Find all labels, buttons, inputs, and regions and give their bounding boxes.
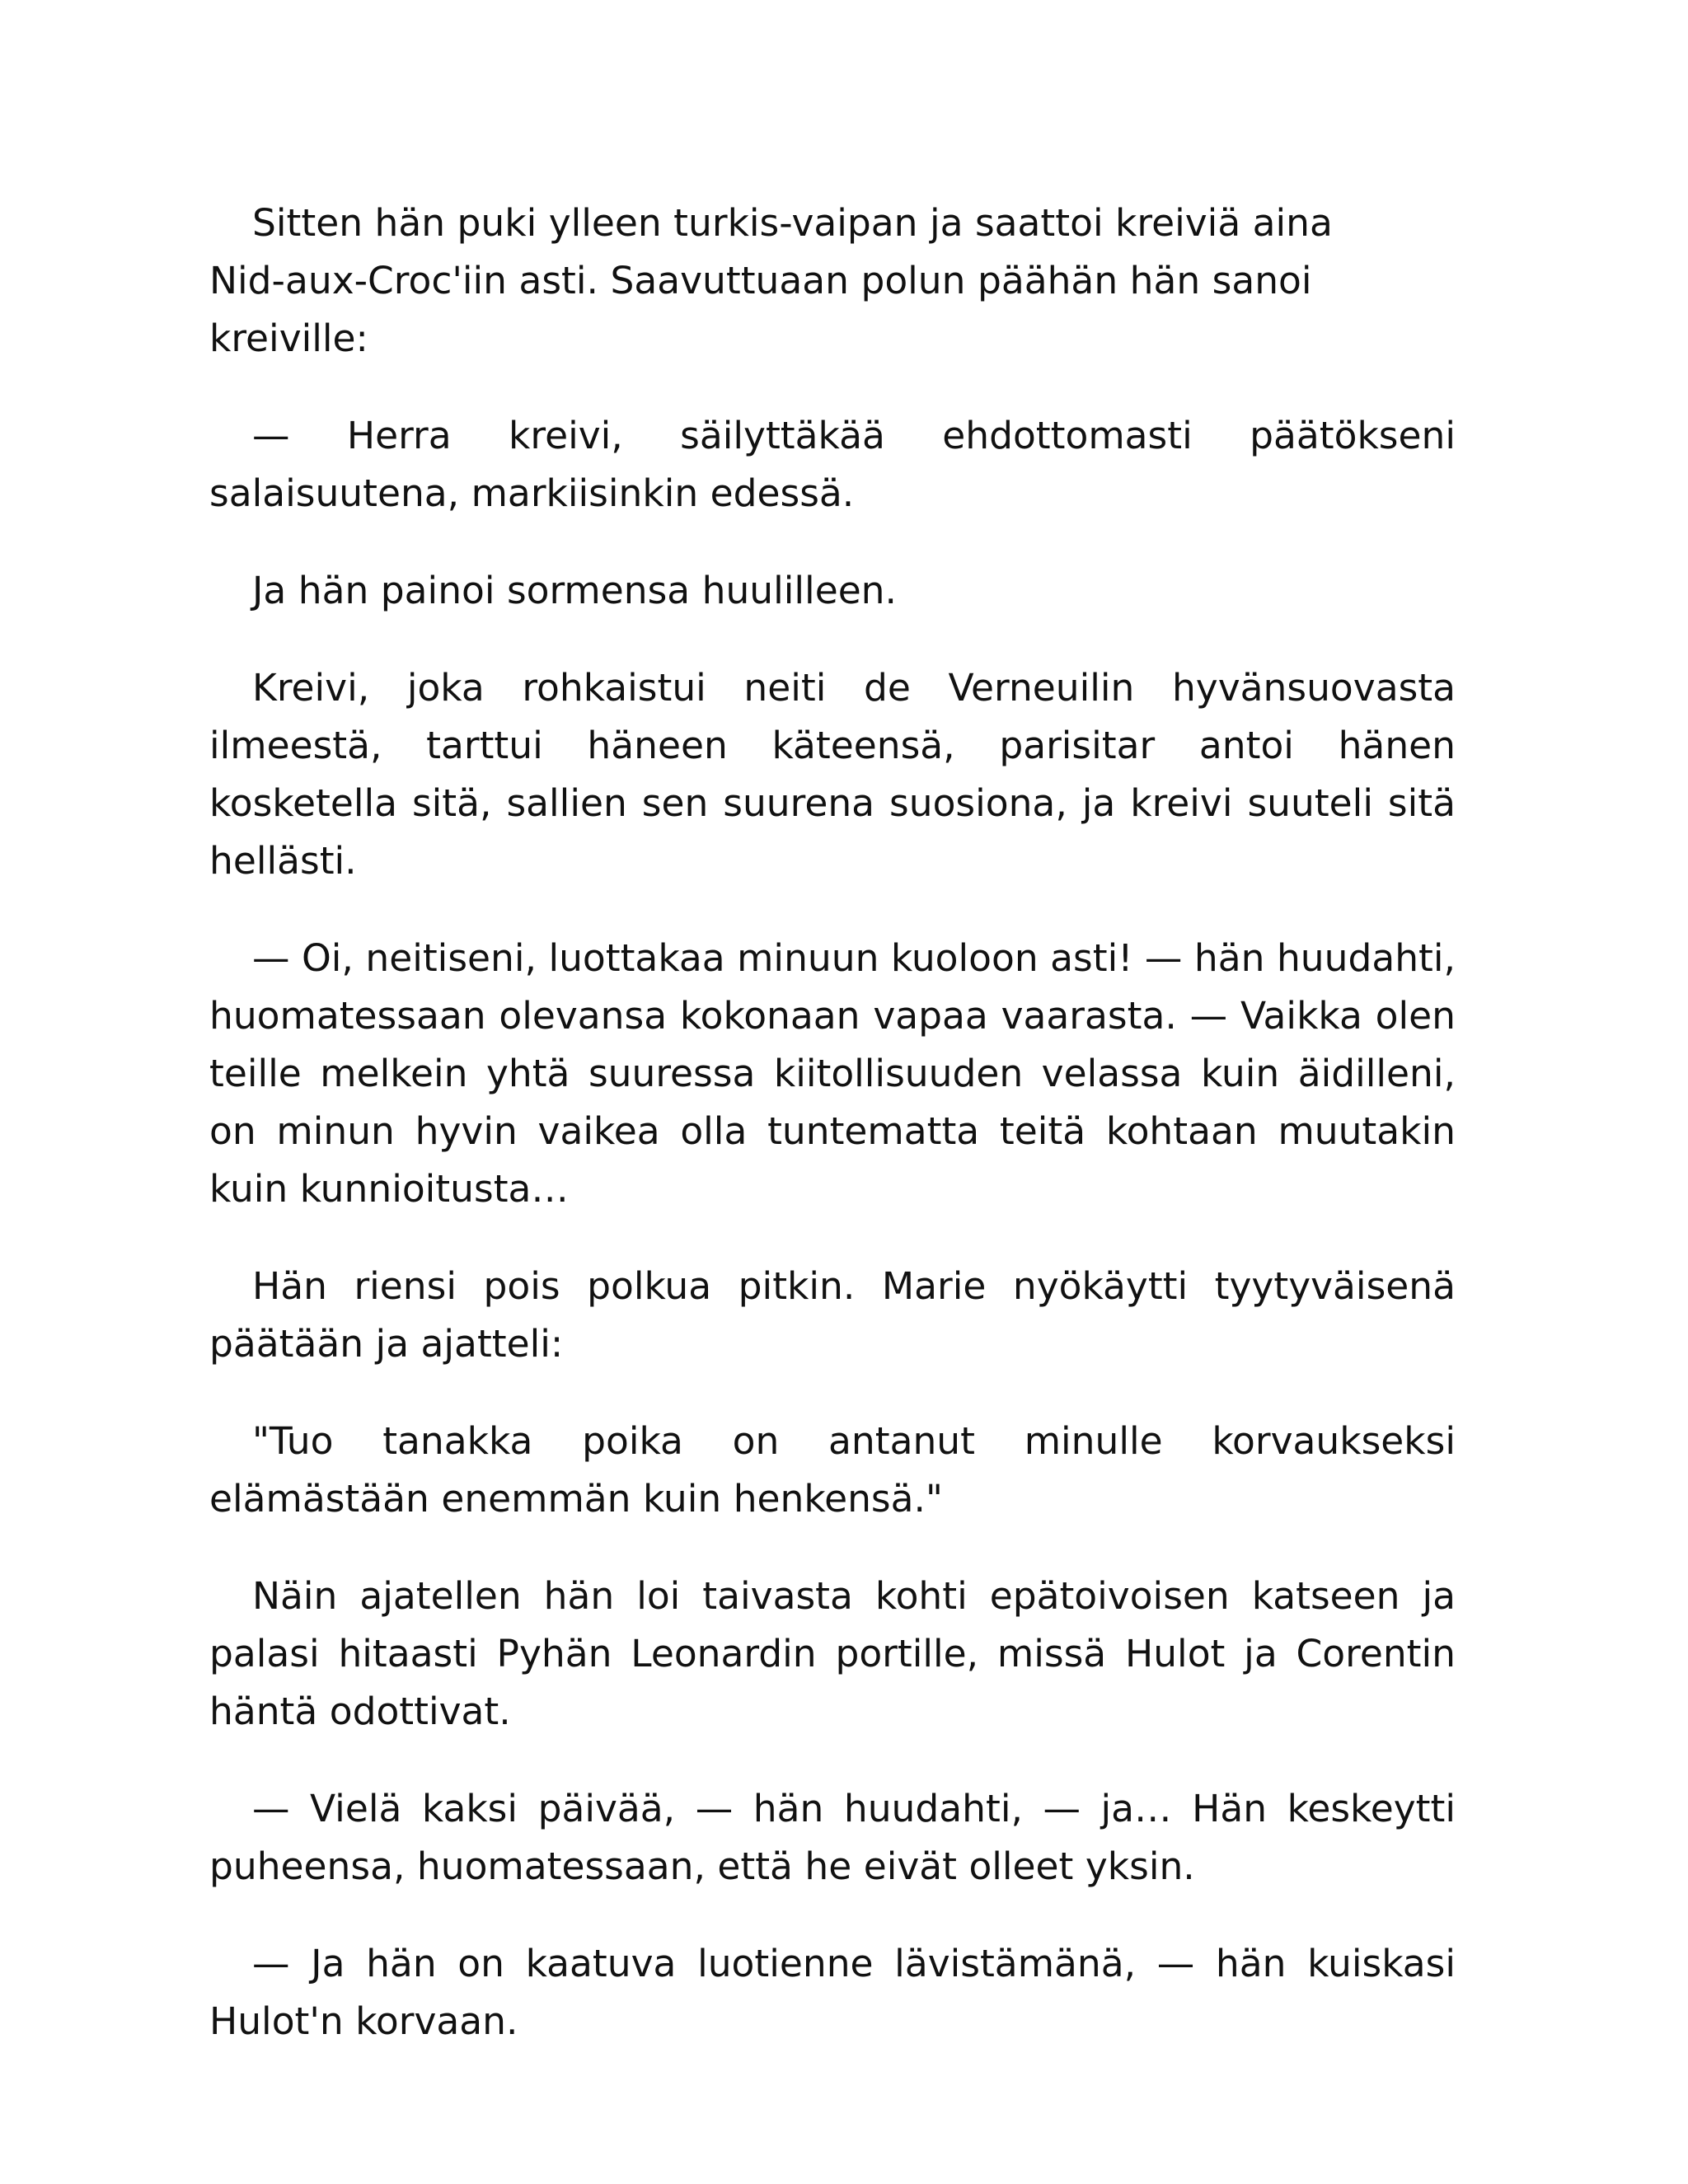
paragraph-1-continuation — [209, 252, 1456, 368]
paragraph-6-text: Hän riensi pois polkua pitkin. Marie nyökäytti tyytyväisenä päätään ja ajatteli: — [209, 1264, 1456, 1366]
paragraph-1 — [209, 194, 1456, 252]
paragraph-3-text: Ja hän painoi sormensa huulilleen. — [252, 569, 897, 612]
paragraph-10-text: — Ja hän on kaatuva luotienne lävistämänä, — hän kuiskasi Hulot'n korvaan. — [209, 1942, 1456, 2043]
paragraph-10 — [209, 1935, 1456, 2050]
paragraph-3 — [209, 562, 1456, 620]
paragraph-8-text: Näin ajatellen hän loi taivasta kohti epätoivoisen katseen ja palasi hitaasti Pyhän Leonardin portille, missä Hulot ja Corentin häntä odottivat. — [209, 1574, 1456, 1733]
paragraph-5 — [209, 930, 1456, 1218]
paragraph-6 — [209, 1258, 1456, 1373]
paragraph-7 — [209, 1413, 1456, 1528]
paragraph-2 — [209, 407, 1456, 523]
paragraph-7-text: "Tuo tanakka poika on antanut minulle korvaukseksi elämästään enemmän kuin henkensä." — [209, 1419, 1456, 1521]
paragraph-1-continuation-text: Nid-aux-Croc'iin asti. Saavuttuaan polun päähän hän sanoi kreiville: — [209, 259, 1312, 360]
paragraph-8 — [209, 1568, 1456, 1741]
paragraph-4 — [209, 659, 1456, 890]
paragraph-4-text: Kreivi, joka rohkaistui neiti de Verneuilin hyvänsuovasta ilmeestä, tarttui häneen käteensä, parisitar antoi hänen kosketella sitä, sallien sen suurena suosiona, ja kreivi suuteli sitä hellästi. — [209, 666, 1456, 883]
paragraph-2-text: — Herra kreivi, säilyttäkää ehdottomasti päätökseni salaisuutena, markiisinkin edessä. — [209, 414, 1456, 515]
paragraph-9-text: — Vielä kaksi päivää, — hän huudahti, — ja… Hän keskeytti puheensa, huomatessaan, että he eivät olleet yksin. — [209, 1787, 1456, 1888]
paragraph-9 — [209, 1780, 1456, 1896]
document-page — [209, 194, 1456, 2090]
paragraph-1-text: Sitten hän puki ylleen turkis-vaipan ja saattoi kreiviä aina — [252, 201, 1333, 245]
paragraph-5-text: — Oi, neitiseni, luottakaa minuun kuoloon asti! — hän huudahti, huomatessaan olevansa kokonaan vapaa vaarasta. — Vaikka olen teille melkein yhtä suuressa kiitollisuuden velassa kuin äidilleni, on minun hyvin vaikea olla tuntematta teitä kohtaan muutakin kuin kunnioitusta… — [209, 936, 1456, 1211]
